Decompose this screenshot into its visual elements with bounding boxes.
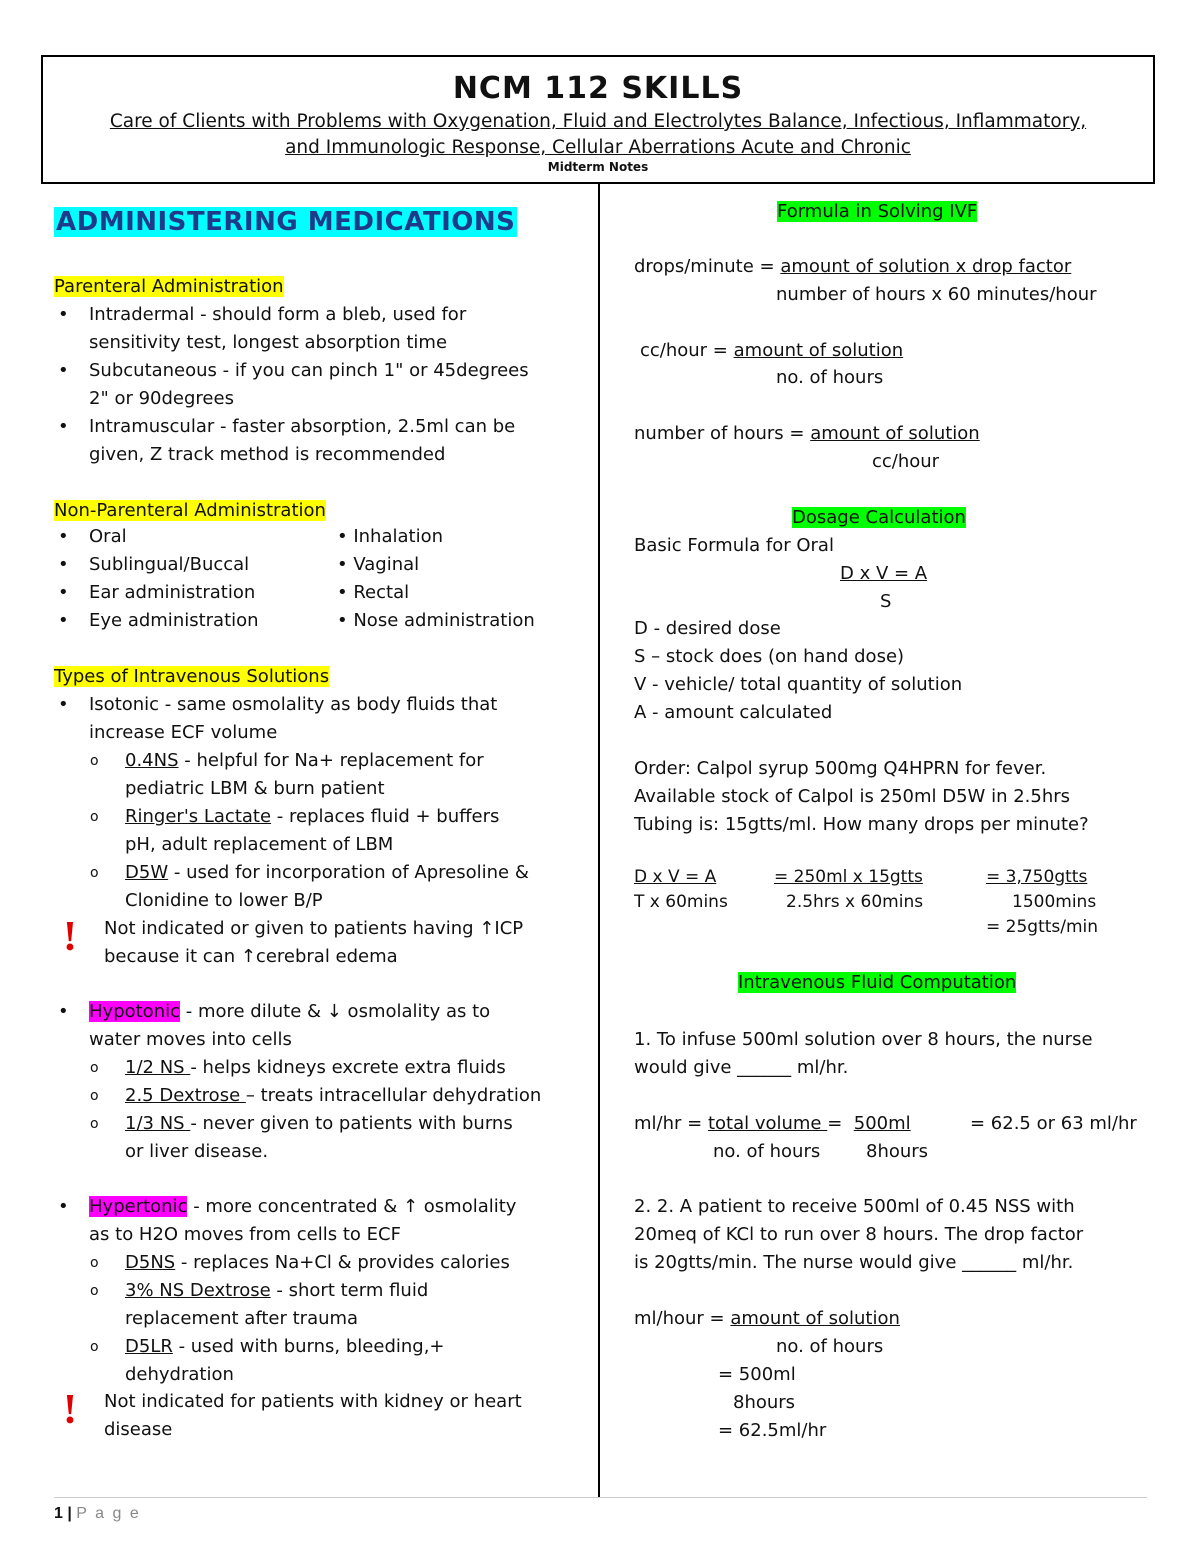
hypo-sub-3: 1/3 NS - never given to patients with burns or liver disease.: [125, 1113, 513, 1162]
formula-hours: number of hours = amount of solution: [634, 423, 980, 444]
q1-den2: 8hours: [866, 1141, 929, 1162]
sub-bullets: o o o: [90, 1255, 99, 1355]
formula-cc: cc/hour = amount of solution: [640, 340, 904, 361]
hypertonic-text: Hypertonic - more concentrated & ↑ osmolality as to H2O moves from cells to ECF: [89, 1196, 517, 1245]
q2-step-2: 8hours: [733, 1392, 796, 1413]
hypotonic-text: Hypotonic - more dilute & ↓ osmolality as to water moves into cells: [89, 1001, 491, 1050]
sub-bullets: o o o: [90, 753, 99, 881]
section-title: ADMINISTERING MEDICATIONS: [56, 207, 516, 237]
q1-den1: no. of hours: [713, 1141, 821, 1162]
ivfc-heading: Intravenous Fluid Computation: [738, 972, 1017, 993]
definitions: D - desired dose S – stock does (on hand dose) V - vehicle/ total quantity of solution A - amount calculated: [634, 618, 963, 723]
doc-subtitle-2: and Immunologic Response, Cellular Aberrations Acute and Chronic: [285, 137, 911, 158]
warning-1: Not indicated or given to patients having ↑ICP because it can ↑cerebral edema: [104, 918, 524, 967]
iso-sub-3: D5W - used for incorporation of Apresoline & Clonidine to lower B/P: [125, 862, 529, 911]
calc-col1: D x V = A T x 60mins: [634, 867, 728, 912]
parenteral-heading: Parenteral Administration: [54, 276, 284, 297]
isotonic-text: Isotonic - same osmolality as body fluids that increase ECF volume: [89, 694, 498, 743]
non-parenteral-col2: • Inhalation • Vaginal • Rectal • Nose administration: [337, 526, 535, 631]
question-1: 1. To infuse 500ml solution over 8 hours, the nurse would give ______ ml/hr.: [634, 1029, 1093, 1078]
ivf-heading: Formula in Solving IVF: [777, 201, 978, 222]
midterm-label: Midterm Notes: [547, 160, 649, 174]
parenteral-item-3: Intramuscular - faster absorption, 2.5ml can be given, Z track method is recommended: [89, 416, 516, 465]
calc-col3: = 3,750gtts 1500mins = 25gtts/min: [986, 867, 1099, 937]
warning-icon: !: [63, 1387, 77, 1433]
dv-denominator: S: [880, 591, 892, 612]
bullet: •: [58, 304, 69, 325]
doc-title: NCM 112 SKILLS: [452, 71, 744, 106]
iso-sub-2: Ringer's Lactate - replaces fluid + buffers pH, adult replacement of LBM: [125, 806, 500, 855]
q2-step-1: = 500ml: [718, 1364, 796, 1385]
order-text: Order: Calpol syrup 500mg Q4HPRN for fever. Available stock of Calpol is 250ml D5W in 2.5hrs Tubing is: 15gtts/ml. How many drops per minute?: [634, 758, 1089, 835]
hypo-sub-1: 1/2 NS - helps kidneys excrete extra fluids: [125, 1057, 506, 1078]
bullet: •: [58, 694, 69, 715]
page-footer: 1 | P a g e: [54, 1505, 141, 1522]
basic-formula: Basic Formula for Oral: [634, 535, 834, 556]
non-parenteral-heading: Non-Parenteral Administration: [54, 500, 326, 521]
q1-result: = 62.5 or 63 ml/hr: [970, 1113, 1137, 1134]
bullet-list: • • • •: [58, 526, 69, 631]
hyper-sub-3: D5LR - used with burns, bleeding,+ dehydration: [125, 1336, 445, 1385]
bullet: •: [58, 360, 69, 381]
non-parenteral-col1: Oral Sublingual/Buccal Ear administration Eye administration: [89, 526, 259, 631]
dv-numerator: D x V = A: [840, 563, 928, 584]
warning-icon: !: [63, 914, 77, 960]
sub-bullets: o o o: [90, 1060, 99, 1132]
formula-drops: drops/minute = amount of solution x drop factor: [634, 256, 1072, 277]
iv-heading: Types of Intravenous Solutions: [54, 666, 330, 687]
bullet: •: [58, 1001, 69, 1022]
bullet: •: [58, 1196, 69, 1217]
hypo-sub-2: 2.5 Dextrose – treats intracellular dehydration: [125, 1085, 542, 1106]
header-box: [41, 55, 1155, 184]
question-2: 2. 2. A patient to receive 500ml of 0.45 NSS with 20meq of KCl to run over 8 hours. The drop factor is 20gtts/min. The nurse would give ______ ml/hr.: [634, 1196, 1084, 1273]
calc-col2: = 250ml x 15gtts 2.5hrs x 60mins: [774, 867, 924, 912]
formula-drops-den: number of hours x 60 minutes/hour: [776, 284, 1097, 305]
q1-formula: ml/hr = total volume = 500ml: [634, 1113, 911, 1134]
warning-2: Not indicated for patients with kidney or heart disease: [104, 1391, 522, 1440]
q2-step-3: = 62.5ml/hr: [718, 1420, 827, 1441]
parenteral-item-1: Intradermal - should form a bleb, used for sensitivity test, longest absorption time: [89, 304, 467, 353]
q2-den: no. of hours: [776, 1336, 884, 1357]
formula-cc-den: no. of hours: [776, 367, 884, 388]
hyper-sub-1: D5NS - replaces Na+Cl & provides calories: [125, 1252, 510, 1273]
doc-subtitle-1: Care of Clients with Problems with Oxygenation, Fluid and Electrolytes Balance, Infectious, Inflammatory,: [109, 111, 1087, 132]
hyper-sub-2: 3% NS Dextrose - short term fluid replacement after trauma: [125, 1280, 429, 1329]
q2-formula: ml/hour = amount of solution: [634, 1308, 900, 1329]
dosage-heading: Dosage Calculation: [792, 507, 966, 528]
parenteral-item-2: Subcutaneous - if you can pinch 1" or 45degrees 2" or 90degrees: [89, 360, 529, 409]
formula-hours-den: cc/hour: [872, 451, 940, 472]
bullet: •: [58, 416, 69, 437]
iso-sub-1: 0.4NS - helpful for Na+ replacement for pediatric LBM & burn patient: [125, 750, 484, 799]
footer-rule: [54, 1497, 1147, 1498]
column-divider: [598, 184, 600, 1498]
